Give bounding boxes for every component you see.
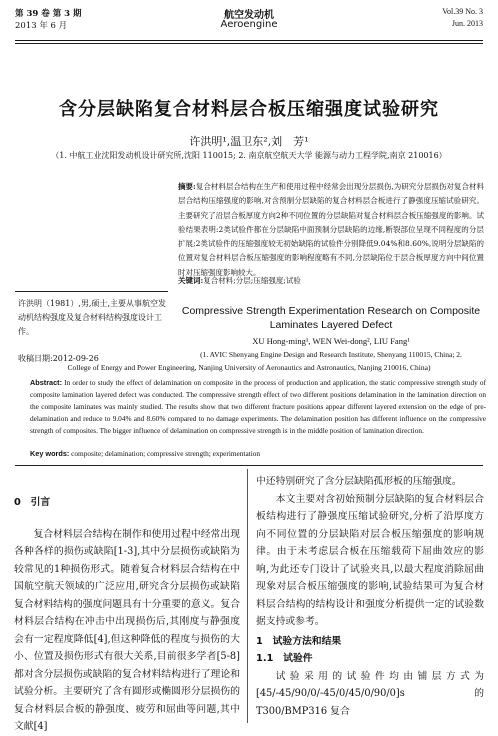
body-column-right — [256, 473, 484, 720]
affiliation-cn: （1. 中航工业沈阳发动机设计研究所,沈阳 110015; 2. 南京航空航天大学 能源与动力工程学院,南京 210016） — [51, 151, 447, 160]
keywords-en-text: composite; delamination; compressive strength; experimentation — [71, 449, 261, 458]
paper-title-cn: 含分层缺陷复合材料层合板压缩强度试验研究 — [59, 99, 439, 120]
abstract-en-text: In order to study the effect of delamination on composite in the process of production and application, the static compressive strength study of composite lamination layered defect was conducted. The compressive strength effect of two different positions delamination in the lamination direction on the composite laminates was mainly studied. The results show that two different fracture positions appear different layered extension on the edge of pre-delamination and reduce to 9.04% and 8.60% compared to no damage experiments. The delamination position has different influence on the compressive strength of composites. The bigger influence of delamination on compressive strength is in the middle position of lamination direction. — [30, 378, 487, 435]
body-column-left — [14, 490, 240, 736]
abstract-cn-text: 复合材料层合结构在生产和使用过程中经常会出现分层损伤,为研究分层损伤对复合材料层合结构压缩强度的影响,对含预制分层缺陷的复合材料层合板进行了静强度压缩试验研究。主要研究了沿层合板厚度方向2种不同位置的分层缺陷对复合材料层合板压缩强度的影响。试验结果表明:2类试验件都在分层缺陷中面预制分层缺陷的边缘,断裂部位呈现不同程度的分层扩展;2类试验件的压缩强度较无初始缺陷的试验件分别降低9.04%和8.60%,说明分层缺陷的位置对复合材料层合板压缩强度的影响程度略有不同,分层缺陷位于层合板厚度方向中间位置时对压缩强度影响较大。 — [178, 182, 484, 277]
keywords-en-label: Key words: — [30, 449, 70, 458]
column-divider — [247, 469, 248, 723]
subsection-1-1-heading: 1.1 试验件 — [256, 653, 313, 664]
header-journal-en: Aeroengine — [220, 19, 278, 30]
paper-title-en-line2: Laminates Layered Defect — [269, 318, 393, 331]
authors-cn: 许洪明¹,温卫东²,刘 芳¹ — [189, 135, 309, 148]
header-date-en: Jun. 2013 — [451, 19, 483, 28]
affiliation-en-2: College of Energy and Power Engineering, Nanjing University of Aeronautics and Astronautics, Nanjing 210016, China) — [67, 363, 431, 372]
paper-title-en — [176, 305, 486, 332]
intro-paragraph-cont: 中还特别研究了含分层缺陷孤形板的压缩强度。 — [256, 476, 462, 487]
abstract-en-label: Abstract: — [30, 378, 63, 387]
header-volume-en: Vol.39 No. 3 — [442, 7, 483, 16]
abstract-en — [30, 377, 486, 437]
section-1-heading: 1 试验方法和结果 — [256, 635, 342, 647]
header-rule-thin — [15, 43, 483, 44]
header-volume-cn: 第 39 卷 第 3 期 — [15, 9, 82, 19]
header-journal-cn: 航空发动机 — [224, 10, 274, 21]
keywords-en — [30, 449, 486, 458]
header-date-cn: 2013 年 6 月 — [15, 21, 68, 31]
header-rule — [15, 40, 483, 41]
abstract-cn — [178, 180, 484, 280]
affiliation-en-1: (1. AVIC Shenyang Engine Design and Research Institute, Shenyang 110015, China; 2. — [200, 350, 462, 359]
keywords-cn-text: 复合材料;分层;压缩强度;试验 — [203, 276, 301, 285]
author-bio: 许洪明（1981）,男,硕士,主要从事航空发动机结构强度及复合材料结构强度设计工作。 — [18, 299, 166, 336]
intro-paragraph: 复合材料层合结构在制作和使用过程中经常出现各种各样的损伤或缺陷[1-3],其中分层损伤或缺陷为较常见的1种损伤形式。随着复合材料层合结构在中国航空航天领域的广泛应用,研究含分层损伤或缺陷复合材料结构的强度问题具有十分重要的意义。复合材料层合结构在冲击中出现损伤后,其刚度与静强度会有一定程度降低[4],但这种降低的程度与损伤的大小、位置及损伤形式有很大关系,目前很多学者[5-8]都对含分层损伤或缺陷的复合材料结构进行了理论和试验分析。主要研究了含有圆形或椭圆形分层损伤的复合材料层合板的静强度、疲劳和屈曲等问题,其中文献[4] — [14, 528, 240, 732]
received-date: 收稿日期:2012-09-26 — [18, 354, 99, 363]
authors-en: XU Hong-ming¹, WEN Wei-dong², LIU Fang¹ — [252, 336, 410, 346]
keywords-cn-label: 关键词: — [178, 276, 204, 285]
subsection-1-1-paragraph: 试验采用的试验件均由铺层方式为[45/-45/90/0/-45/0/45/0/90/0]s 的 T300/BMP316 复合 — [256, 670, 484, 717]
abstract-cn-label: 摘要: — [178, 182, 196, 191]
paper-title-en-line1: Compressive Strength Experimentation Research on Composite — [181, 305, 481, 317]
section-0-heading: 0 引言 — [14, 497, 51, 508]
abstract-bottom-rule — [15, 465, 483, 466]
keywords-cn — [178, 275, 484, 286]
intro-paragraph-2: 本文主要对含初始预制分层缺陷的复合材料层合板结构进行了静强度压缩试验研究,分析了沿厚度方向不同位置的分层缺陷对层合板压缩强度的影响规律。由于未考虑层合板在压缩载荷下屈曲效应的影响,为此还专门设计了试验夹具,以最大程度消除屈曲现象对层合板压缩强度的影响,试验结果可为复合材料层合结构的结构设计和强度分析提供一定的试验数据支持或参考。 — [256, 493, 484, 627]
footnote-rule — [15, 291, 168, 292]
